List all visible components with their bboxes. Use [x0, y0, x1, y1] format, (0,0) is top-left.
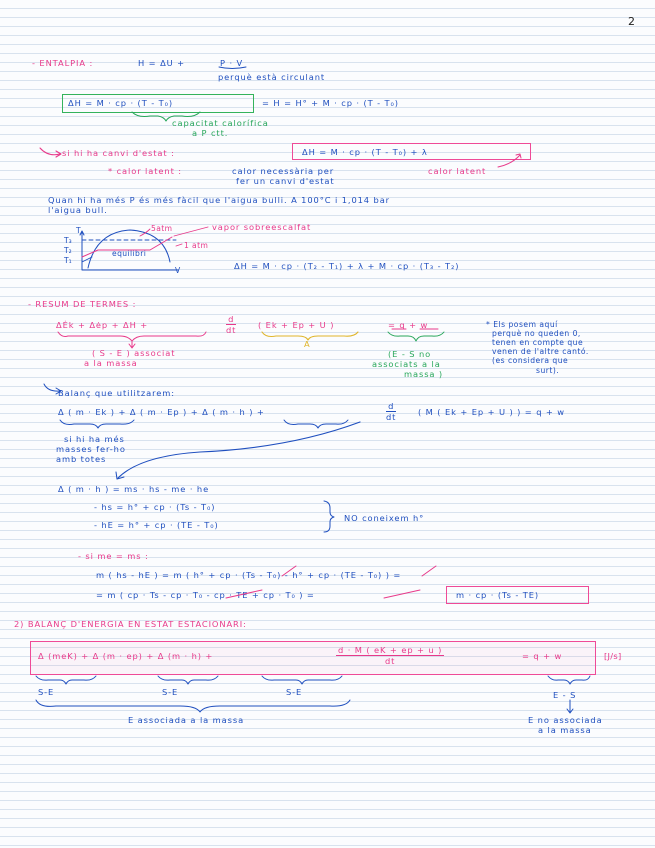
estacionari-eq-lhs: Δ (meK) + Δ (m · ep) + Δ (m · h) +: [38, 651, 214, 661]
diagram-vapor-pointer: [174, 227, 208, 236]
est-brace-es: [548, 676, 590, 684]
cancel-cpT0-b: [384, 590, 420, 598]
diagram-vapor: vapor sobreescalfat: [212, 222, 312, 232]
balanc-arrow: [44, 384, 60, 391]
entalpia-pv: P · V: [220, 58, 244, 68]
resum-note-4: venen de l'altre cantó.: [492, 347, 589, 356]
quan-line-2: l'aigua bull.: [48, 205, 108, 215]
resum-brace-yellow: [262, 332, 358, 340]
hs-he-brace: [324, 501, 334, 532]
est-brace-massa: [36, 700, 350, 712]
resum-brace-green: [388, 332, 444, 341]
cp-note-1: capacitat calorífica: [172, 118, 269, 128]
resum-note-1: * Els posem aquí: [486, 320, 558, 329]
resum-note-3: tenen en compte que: [492, 338, 584, 347]
resum-note-6: surt).: [536, 366, 560, 375]
resum-rhs: = q + w: [388, 320, 429, 330]
entalpia-note: perquè està circulant: [218, 72, 326, 82]
diagram-t-axis: T: [76, 226, 81, 235]
cp-note-2: a P ctt.: [192, 128, 229, 138]
diagram-5atm: 5atm: [151, 224, 173, 233]
latent-desc-1: calor necessària per: [232, 166, 335, 176]
balanc-frac-num: d: [386, 401, 396, 412]
masses-3: amb totes: [56, 454, 107, 464]
estacionari-frac-den: dt: [384, 656, 396, 666]
diagram-1atm: 1 atm: [184, 241, 209, 250]
resum-es-1: (E - S no: [388, 349, 432, 359]
page-number: 2: [628, 15, 635, 28]
diagram-dome: [88, 230, 170, 268]
diagram-formula: ΔH = M · cp · (T₂ - T₁) + λ + M · cp · (T₃ - T₂): [234, 261, 460, 271]
expand-2: = m ( cp · Ts - cp · T₀ - cp · TE + cp · T₀ ) =: [96, 590, 315, 600]
estacionari-title: 2) BALANÇ D'ENERGIA EN ESTAT ESTACIONARI:: [14, 619, 247, 629]
resum-a-mark: A: [304, 339, 311, 349]
masses-1: si hi ha més: [64, 434, 125, 444]
latent-arrow: [498, 155, 520, 167]
cancel-h0-a: [282, 566, 296, 576]
diagram-t2: T₂: [64, 246, 72, 255]
balanc-frac-den: dt: [386, 412, 397, 422]
se-label-c: S-E: [286, 687, 303, 697]
se-label-b: S-E: [162, 687, 179, 697]
se-label-a: S-E: [38, 687, 55, 697]
diagram-t3: T₃: [64, 236, 72, 245]
estat-condition: si hi ha canvi d'estat :: [62, 148, 175, 158]
resum-frac-den: dt: [226, 325, 237, 335]
delta-h-boxed: ΔH = M · cp · (T - T₀): [68, 98, 173, 108]
cp-brace: [132, 112, 200, 121]
si-me-ms: - si me = ms :: [78, 551, 149, 561]
diagram-t1: T₁: [64, 256, 72, 265]
expand-1: m ( hs - hE ) = m ( h° + cp · (Ts - T₀) - h° + cp · (TE - T₀) ) =: [96, 570, 402, 580]
resum-es-3: massa ): [404, 369, 444, 379]
latent-pink: calor latent: [428, 166, 487, 176]
balanc-hs: - hs = h° + cp · (Ts - T₀): [94, 502, 216, 512]
resum-se-2: a la massa: [84, 358, 138, 368]
delta-h-rest: = H = H° + M · cp · (T - T₀): [262, 98, 399, 108]
estat-boxed: ΔH = M · cp · (T - T₀) + λ: [302, 147, 428, 157]
es-label: E - S: [553, 690, 577, 700]
balanc-intro: Balanç que utilitzarem:: [58, 388, 175, 398]
resum-brace-left: [58, 332, 206, 341]
resum-frac-num: d: [226, 314, 236, 325]
resum-title: - RESUM DE TERMES :: [28, 299, 137, 309]
estacionari-units: [J/s]: [604, 651, 622, 661]
resum-paren: ( Ek + Ep + U ): [258, 320, 335, 330]
balanc-mh: Δ ( m · h ) = ms · hs - me · he: [58, 484, 210, 494]
balanc-brace-mh: [284, 420, 348, 428]
latent-desc-2: fer un canvi d'estat: [236, 176, 335, 186]
resum-es-2: associats a la: [372, 359, 441, 369]
masses-2: masses fer-ho: [56, 444, 126, 454]
resum-note-5: (es considera que: [492, 356, 569, 365]
entalpia-formula: H = ΔU +: [138, 58, 186, 68]
pv-underline: [219, 67, 246, 69]
balanc-he: - hE = h° + cp · (TE - T₀): [94, 520, 219, 530]
est-brace-a: [36, 676, 96, 684]
entalpia-title: - ENTALPIA :: [32, 58, 94, 68]
quan-line-1: Quan hi ha més P és més fàcil que l'aigua bulli. A 100°C i 1,014 bar: [48, 195, 390, 205]
no-coneixem: NO coneixem h°: [344, 513, 425, 523]
diagram-v-axis: V: [175, 266, 181, 275]
balanc-brace-1: [60, 420, 134, 428]
resum-lhs: ΔĖk + Δėp + ΔH +: [56, 320, 149, 330]
latent-label: * calor latent :: [108, 166, 182, 176]
diagram-equilibri: equilibri: [112, 249, 147, 258]
no-assoc-1: E no associada: [528, 715, 603, 725]
cancel-cpT0-a: [226, 590, 262, 598]
resum-note-2: perquè no queden 0,: [492, 329, 581, 338]
balanc-eq-part1: Δ ( m · Ek ) + Δ ( m · Ep ) + Δ ( m · h ) +: [58, 407, 265, 417]
estacionari-eq-rhs: = q + w: [522, 651, 563, 661]
est-brace-c: [262, 676, 342, 684]
cancel-h0-b: [422, 566, 436, 576]
assoc-massa: E associada a la massa: [128, 715, 245, 725]
balanc-eq-part2: ( M ( Ek + Ep + U ) ) = q + w: [418, 407, 565, 417]
balanc-long-arrow: [118, 422, 360, 478]
balanc-result: m · cp · (Ts - TE): [456, 590, 540, 600]
est-brace-b: [158, 676, 218, 684]
estacionari-frac-num: d · M ( eK + ep + u ): [338, 645, 443, 655]
diagram-1atm-pointer: [176, 244, 182, 246]
no-assoc-2: a la massa: [538, 725, 592, 735]
resum-se-1: ( S - E ) associat: [92, 348, 176, 358]
